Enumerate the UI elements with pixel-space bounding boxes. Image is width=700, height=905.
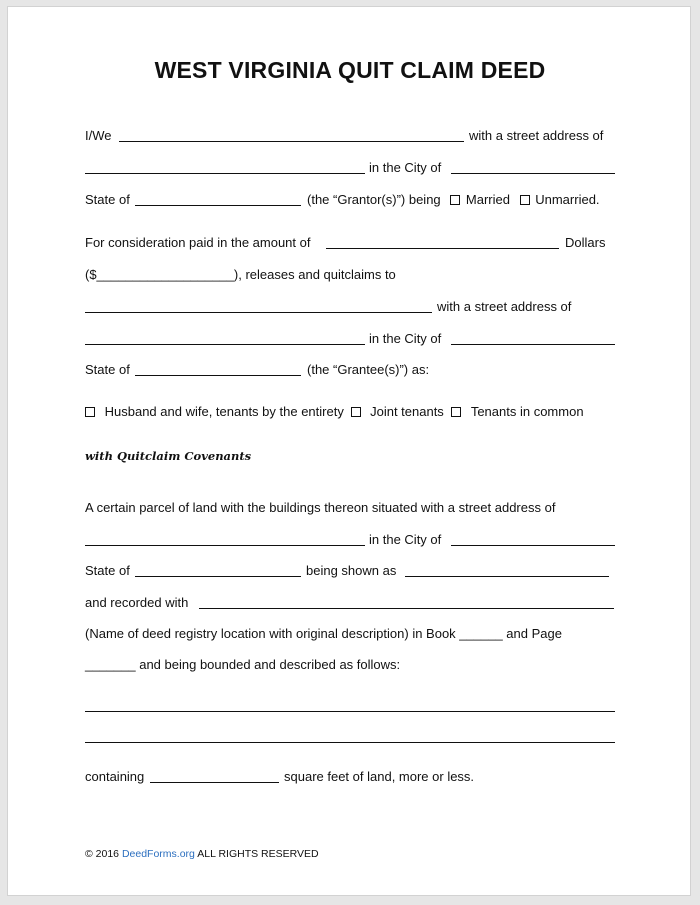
grantee-name-field[interactable] bbox=[85, 312, 432, 313]
parcel-city-field[interactable] bbox=[451, 545, 615, 546]
parcel-state-label: State of bbox=[85, 563, 130, 578]
grantor-city-field[interactable] bbox=[451, 173, 615, 174]
grantor-state-label: State of bbox=[85, 192, 130, 207]
rights-text: ALL RIGHTS RESERVED bbox=[197, 848, 319, 860]
grantee-city-label: in the City of bbox=[369, 331, 442, 346]
joint-tenants-label: Joint tenants bbox=[370, 404, 444, 419]
grantor-role-text: (the “Grantor(s)”) being bbox=[307, 192, 441, 207]
dollars-label: Dollars bbox=[565, 235, 606, 250]
parcel-state-field[interactable] bbox=[135, 576, 301, 577]
grantee-address-label: with a street address of bbox=[437, 299, 572, 314]
consideration-label: For consideration paid in the amount of bbox=[85, 235, 311, 250]
description-line[interactable] bbox=[85, 742, 615, 743]
grantor-state-field[interactable] bbox=[135, 205, 301, 206]
copyright-text: © 2016 bbox=[85, 848, 120, 860]
page-title: WEST VIRGINIA QUIT CLAIM DEED bbox=[154, 57, 546, 83]
grantee-role-text: (the “Grantee(s)”) as: bbox=[307, 362, 430, 377]
grantor-street-field[interactable] bbox=[85, 173, 365, 174]
unmarried-checkbox[interactable] bbox=[520, 195, 530, 205]
registry-text: (Name of deed registry location with original description) in Book ______ and Page bbox=[85, 626, 562, 641]
deedforms-link[interactable]: DeedForms.org bbox=[121, 848, 195, 860]
releases-text: ($___________________), releases and quitclaims to bbox=[85, 267, 396, 282]
description-line[interactable] bbox=[85, 711, 615, 712]
tenants-common-label: Tenants in common bbox=[470, 404, 584, 419]
grantor-address-label: with a street address of bbox=[469, 128, 604, 143]
tenants-entirety-checkbox[interactable] bbox=[85, 407, 95, 417]
consideration-words-field[interactable] bbox=[326, 248, 559, 249]
unmarried-label: Unmarried. bbox=[535, 192, 600, 207]
recorded-with-field[interactable] bbox=[199, 608, 614, 609]
married-checkbox[interactable] bbox=[450, 195, 460, 205]
square-feet-field[interactable] bbox=[150, 782, 279, 783]
grantor-city-label: in the City of bbox=[369, 160, 442, 175]
tenants-entirety-label: Husband and wife, tenants by the entirety bbox=[104, 404, 344, 419]
covenants-heading: with Quitclaim Covenants bbox=[85, 449, 252, 463]
joint-tenants-checkbox[interactable] bbox=[351, 407, 361, 417]
footer bbox=[85, 848, 319, 860]
grantee-city-field[interactable] bbox=[451, 344, 615, 345]
tenants-common-checkbox[interactable] bbox=[451, 407, 461, 417]
containing-label: containing bbox=[85, 769, 145, 784]
shown-as-label: being shown as bbox=[306, 563, 397, 578]
grantee-state-field[interactable] bbox=[135, 375, 301, 376]
parcel-text: A certain parcel of land with the buildings thereon situated with a street address of bbox=[85, 500, 556, 515]
bounded-text: _______ and being bounded and described as follows: bbox=[85, 657, 401, 672]
grantor-label: I/We bbox=[85, 128, 112, 143]
grantee-street-field[interactable] bbox=[85, 344, 365, 345]
grantor-name-field[interactable] bbox=[119, 141, 464, 142]
parcel-street-field[interactable] bbox=[85, 545, 365, 546]
grantee-state-label: State of bbox=[85, 362, 130, 377]
square-feet-text: square feet of land, more or less. bbox=[284, 769, 475, 784]
recorded-with-label: and recorded with bbox=[85, 595, 189, 610]
shown-as-field[interactable] bbox=[405, 576, 609, 577]
married-label: Married bbox=[465, 192, 510, 207]
parcel-city-label: in the City of bbox=[369, 532, 442, 547]
